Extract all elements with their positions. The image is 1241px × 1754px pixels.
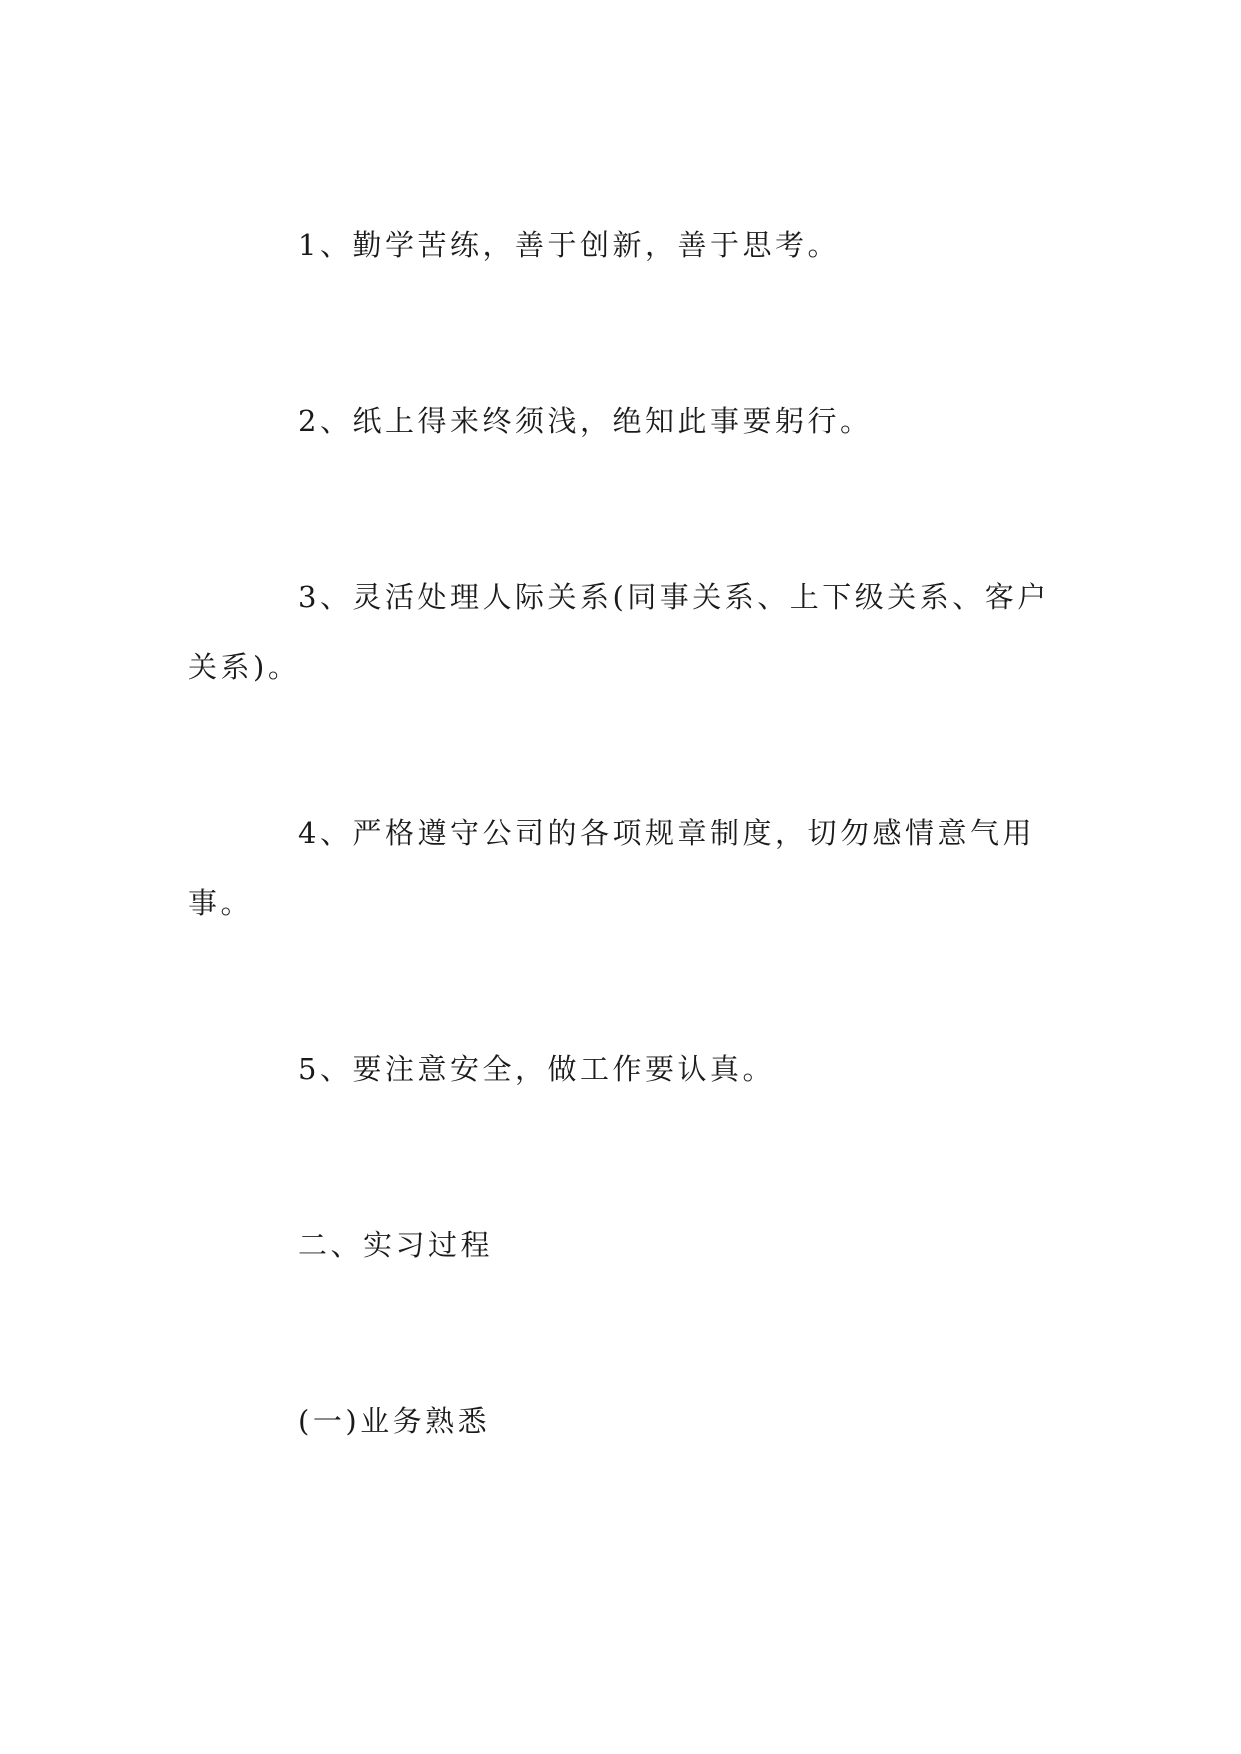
list-item-4: 4、严格遵守公司的各项规章制度，切勿感情意气用事。 — [188, 816, 1035, 920]
list-item-5: 5、要注意安全，做工作要认真。 — [298, 1052, 775, 1086]
list-item-2: 2、纸上得来终须浅，绝知此事要躬行。 — [298, 404, 873, 438]
subsection-heading: (一)业务熟悉 — [298, 1404, 491, 1438]
list-item-1: 1、勤学苦练，善于创新，善于思考。 — [298, 228, 840, 262]
list-item-3: 3、灵活处理人际关系(同事关系、上下级关系、客户关系)。 — [188, 580, 1050, 684]
section-heading: 二、实习过程 — [298, 1228, 494, 1262]
